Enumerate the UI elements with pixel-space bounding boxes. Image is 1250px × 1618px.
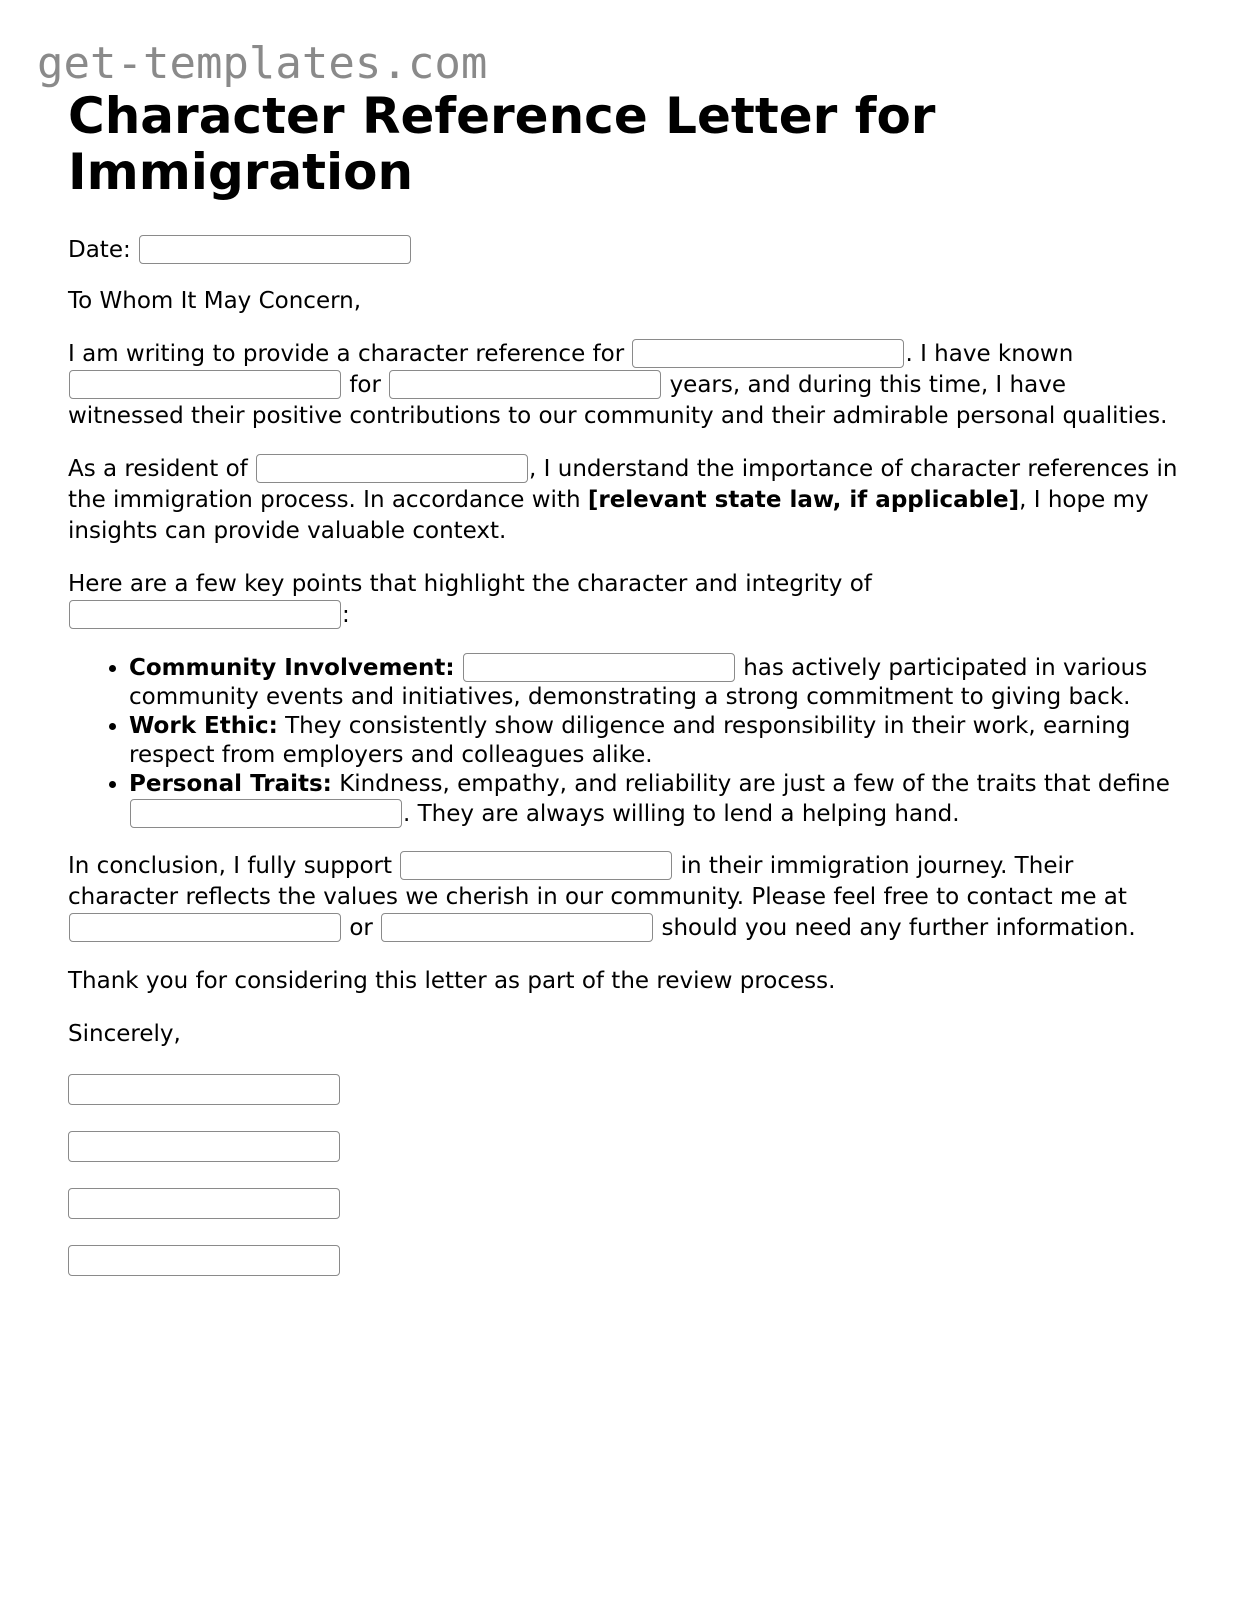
date-field[interactable] (139, 235, 411, 264)
watermark: get-templates.com (37, 38, 488, 89)
residence-field[interactable] (256, 454, 528, 483)
conclusion-text-2: in their immigration journey. Their character reflects the values we cherish in our community. Please feel free to contact me at (68, 853, 1127, 910)
personal-traits-text-1: Kindness, empathy, and reliability are just a few of the traits that define (339, 771, 1170, 797)
applicant-name-field[interactable] (632, 339, 904, 368)
community-name-field[interactable] (463, 653, 735, 682)
resident-text-2: , I understand the importance of character references in the immigration process. In accordance with (68, 456, 1178, 513)
conclusion-text-3: or (349, 915, 373, 941)
page-title: Character Reference Letter for Immigration (68, 87, 936, 201)
work-ethic-label: Work Ethic: (129, 713, 278, 739)
list-item-personal-traits (129, 770, 1183, 829)
closing: Sincerely, (68, 1021, 181, 1047)
conclusion-paragraph (68, 851, 1183, 944)
work-ethic-text: They consistently show diligence and responsibility in their work, earning respect from employers and colleagues alike. (129, 713, 1131, 768)
resident-text-3: , I hope my insights can provide valuable context. (68, 487, 1149, 544)
thanks-line: Thank you for considering this letter as part of the review process. (68, 968, 836, 994)
intro-text-4: years, and during this time, I have witnessed their positive contributions to our community and their admirable personal qualities. (68, 372, 1168, 429)
signer-contact-field[interactable] (68, 1245, 340, 1276)
state-law-placeholder: [relevant state law, if applicable] (587, 487, 1020, 513)
intro-paragraph (68, 339, 1183, 432)
intro-text-2: . I have known (905, 341, 1074, 367)
conclusion-text-1: In conclusion, I fully support (68, 853, 392, 879)
contact-phone-field[interactable] (69, 913, 341, 942)
community-label: Community Involvement: (129, 655, 455, 681)
signer-address-field[interactable] (68, 1188, 340, 1219)
relationship-field[interactable] (69, 370, 341, 399)
conclusion-text-4: should you need any further information. (661, 915, 1136, 941)
greeting: To Whom It May Concern, (68, 288, 362, 314)
list-item-community (129, 653, 1183, 712)
resident-paragraph (68, 454, 1183, 547)
personal-traits-label: Personal Traits: (129, 771, 332, 797)
date-row (68, 235, 1183, 266)
resident-text-1: As a resident of (68, 456, 248, 482)
key-points-list (68, 653, 1183, 829)
list-item-work-ethic (129, 712, 1183, 770)
date-label: Date: (68, 237, 131, 263)
keypoints-colon: : (342, 602, 350, 628)
keypoints-text: Here are a few key points that highlight the character and integrity of (68, 571, 872, 597)
signature-block (68, 1074, 1183, 1276)
supported-name-field[interactable] (400, 851, 672, 880)
years-known-field[interactable] (389, 370, 661, 399)
community-text: has actively participated in various community events and initiatives, demonstrating a strong commitment to giving back. (129, 655, 1148, 710)
contact-email-field[interactable] (381, 913, 653, 942)
intro-text-1: I am writing to provide a character reference for (68, 341, 625, 367)
signer-title-field[interactable] (68, 1131, 340, 1162)
keypoints-name-field[interactable] (69, 600, 341, 629)
letter-page (68, 88, 1183, 1276)
signer-name-field[interactable] (68, 1074, 340, 1105)
intro-text-3: for (349, 372, 381, 398)
personal-traits-text-2: . They are always willing to lend a helping hand. (403, 801, 960, 827)
keypoints-intro (68, 569, 1183, 631)
traits-name-field[interactable] (130, 799, 402, 828)
